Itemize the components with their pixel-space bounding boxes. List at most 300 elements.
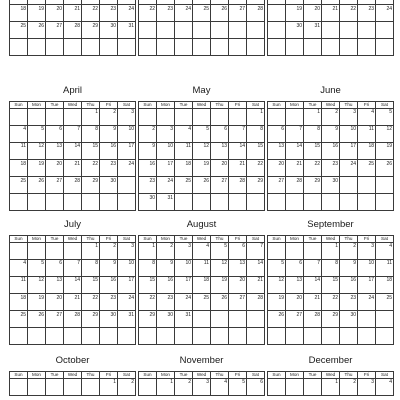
day-cell: 12 xyxy=(28,142,46,159)
day-cell: 23 xyxy=(340,294,358,311)
day-cell: 16 xyxy=(340,276,358,293)
day-cell xyxy=(340,22,358,39)
week-row xyxy=(10,242,136,259)
weekday-header-row xyxy=(268,372,394,379)
day-cell: 28 xyxy=(229,177,247,194)
day-cell xyxy=(46,242,64,259)
day-cell xyxy=(376,194,394,211)
day-cell xyxy=(358,22,376,39)
week-row xyxy=(139,5,265,22)
day-cell: 8 xyxy=(82,259,100,276)
day-cell: 28 xyxy=(247,294,265,311)
day-cell xyxy=(193,194,211,211)
day-cell: 26 xyxy=(28,177,46,194)
day-cell: 3 xyxy=(118,108,136,125)
week-row xyxy=(10,5,136,22)
day-cell: 8 xyxy=(82,125,100,142)
day-cell: 3 xyxy=(340,108,358,125)
day-cell xyxy=(10,39,28,56)
day-cell xyxy=(139,378,157,395)
day-cell: 14 xyxy=(64,276,82,293)
day-cell: 20 xyxy=(286,294,304,311)
day-cell: 17 xyxy=(175,276,193,293)
day-cell: 27 xyxy=(46,177,64,194)
day-cell: 11 xyxy=(175,142,193,159)
day-cell xyxy=(118,328,136,345)
day-cell: 24 xyxy=(157,177,175,194)
day-cell xyxy=(118,177,136,194)
day-cell: 29 xyxy=(304,177,322,194)
day-cell: 28 xyxy=(304,311,322,328)
day-cell: 29 xyxy=(139,311,157,328)
day-cell: 31 xyxy=(157,194,175,211)
day-cell: 9 xyxy=(100,259,118,276)
day-cell: 20 xyxy=(46,5,64,22)
week-row xyxy=(139,378,265,395)
day-cell xyxy=(376,311,394,328)
day-cell: 14 xyxy=(247,259,265,276)
day-cell: 1 xyxy=(100,378,118,395)
day-cell: 10 xyxy=(358,259,376,276)
day-cell xyxy=(286,328,304,345)
day-cell xyxy=(340,328,358,345)
weekday-label: Mon xyxy=(28,236,46,243)
day-cell: 5 xyxy=(376,108,394,125)
day-cell: 11 xyxy=(10,142,28,159)
day-cell xyxy=(46,108,64,125)
day-cell: 24 xyxy=(376,5,394,22)
weekday-label: Sat xyxy=(118,102,136,109)
weekday-label: Fri xyxy=(358,236,376,243)
day-cell: 7 xyxy=(304,259,322,276)
day-cell: 3 xyxy=(175,242,193,259)
day-cell xyxy=(358,328,376,345)
day-cell: 7 xyxy=(64,125,82,142)
day-cell: 29 xyxy=(322,311,340,328)
day-cell: 18 xyxy=(10,294,28,311)
day-cell: 25 xyxy=(10,177,28,194)
week-row xyxy=(139,242,265,259)
day-cell: 24 xyxy=(118,5,136,22)
day-cell: 23 xyxy=(322,160,340,177)
day-cell: 31 xyxy=(304,22,322,39)
day-cell: 17 xyxy=(118,276,136,293)
day-cell: 28 xyxy=(64,22,82,39)
day-cell xyxy=(304,378,322,395)
day-cell xyxy=(82,378,100,395)
day-cell: 15 xyxy=(247,142,265,159)
week-row xyxy=(139,125,265,142)
week-row xyxy=(10,259,136,276)
week-row xyxy=(139,177,265,194)
day-cell xyxy=(82,39,100,56)
day-cell: 30 xyxy=(157,311,175,328)
day-cell: 27 xyxy=(46,22,64,39)
day-cell xyxy=(247,39,265,56)
day-cell xyxy=(211,108,229,125)
day-cell: 13 xyxy=(268,142,286,159)
day-cell xyxy=(28,378,46,395)
weekday-label: Sat xyxy=(376,102,394,109)
day-cell: 21 xyxy=(229,160,247,177)
day-cell: 24 xyxy=(358,294,376,311)
day-cell xyxy=(139,328,157,345)
week-row xyxy=(10,39,136,56)
day-cell: 4 xyxy=(211,378,229,395)
day-cell: 19 xyxy=(28,160,46,177)
day-cell xyxy=(193,39,211,56)
day-cell: 5 xyxy=(229,378,247,395)
week-row xyxy=(139,276,265,293)
day-cell: 17 xyxy=(340,142,358,159)
day-cell: 11 xyxy=(193,259,211,276)
weekday-label: Tue xyxy=(304,372,322,379)
day-cell xyxy=(358,194,376,211)
day-cell: 24 xyxy=(118,294,136,311)
weekday-header-row xyxy=(10,102,136,109)
weekday-label: Fri xyxy=(229,236,247,243)
month-grid xyxy=(9,371,136,396)
day-cell xyxy=(304,242,322,259)
day-cell: 23 xyxy=(100,160,118,177)
day-cell: 10 xyxy=(175,259,193,276)
weekday-label: Thu xyxy=(82,372,100,379)
day-cell: 2 xyxy=(340,242,358,259)
weekday-label: Wed xyxy=(322,102,340,109)
day-cell: 25 xyxy=(10,22,28,39)
day-cell: 16 xyxy=(139,160,157,177)
day-cell xyxy=(10,108,28,125)
weekday-label: Sat xyxy=(247,372,265,379)
day-cell: 29 xyxy=(82,22,100,39)
week-row xyxy=(268,125,394,142)
day-cell: 14 xyxy=(304,276,322,293)
day-cell: 31 xyxy=(118,311,136,328)
weekday-label: Wed xyxy=(193,102,211,109)
day-cell: 13 xyxy=(46,276,64,293)
day-cell: 22 xyxy=(82,5,100,22)
day-cell xyxy=(175,328,193,345)
day-cell xyxy=(118,39,136,56)
week-row xyxy=(10,311,136,328)
weekday-label: Fri xyxy=(100,372,118,379)
weekday-label: Sun xyxy=(10,372,28,379)
weekday-label: Sun xyxy=(139,372,157,379)
day-cell: 19 xyxy=(286,5,304,22)
day-cell: 27 xyxy=(211,177,229,194)
day-cell xyxy=(376,22,394,39)
week-row xyxy=(268,5,394,22)
day-cell: 3 xyxy=(157,125,175,142)
day-cell: 22 xyxy=(247,160,265,177)
week-row xyxy=(139,160,265,177)
day-cell: 25 xyxy=(358,160,376,177)
day-cell: 12 xyxy=(211,259,229,276)
day-cell: 3 xyxy=(358,242,376,259)
day-cell: 15 xyxy=(82,276,100,293)
day-cell: 27 xyxy=(229,294,247,311)
day-cell: 25 xyxy=(10,311,28,328)
day-cell xyxy=(340,39,358,56)
day-cell: 4 xyxy=(358,108,376,125)
day-cell: 26 xyxy=(28,311,46,328)
day-cell: 1 xyxy=(322,378,340,395)
week-row xyxy=(268,177,394,194)
day-cell: 30 xyxy=(286,22,304,39)
day-cell xyxy=(376,177,394,194)
day-cell: 9 xyxy=(139,142,157,159)
day-cell: 20 xyxy=(268,160,286,177)
day-cell xyxy=(268,108,286,125)
day-cell: 15 xyxy=(139,276,157,293)
day-cell: 15 xyxy=(82,142,100,159)
day-cell: 11 xyxy=(10,276,28,293)
day-cell xyxy=(175,22,193,39)
weekday-header-row xyxy=(139,102,265,109)
day-cell xyxy=(340,194,358,211)
day-cell: 21 xyxy=(322,5,340,22)
day-cell: 27 xyxy=(46,311,64,328)
day-cell: 31 xyxy=(118,22,136,39)
day-cell xyxy=(247,194,265,211)
week-row xyxy=(10,177,136,194)
weekday-label: Mon xyxy=(286,372,304,379)
day-cell xyxy=(64,39,82,56)
day-cell: 26 xyxy=(376,160,394,177)
weekday-label: Thu xyxy=(211,102,229,109)
day-cell: 24 xyxy=(340,160,358,177)
week-row xyxy=(10,22,136,39)
day-cell: 26 xyxy=(268,311,286,328)
day-cell: 24 xyxy=(118,160,136,177)
day-cell xyxy=(100,328,118,345)
weekday-label: Sun xyxy=(268,102,286,109)
weekday-header-row xyxy=(139,372,265,379)
day-cell xyxy=(10,242,28,259)
day-cell xyxy=(157,22,175,39)
weekday-header-row xyxy=(268,102,394,109)
day-cell: 4 xyxy=(175,125,193,142)
day-cell: 16 xyxy=(100,142,118,159)
day-cell: 1 xyxy=(82,108,100,125)
day-cell: 21 xyxy=(247,276,265,293)
day-cell xyxy=(229,311,247,328)
weekday-label: Fri xyxy=(358,372,376,379)
day-cell: 29 xyxy=(247,177,265,194)
day-cell: 22 xyxy=(304,160,322,177)
weekday-label: Mon xyxy=(286,102,304,109)
week-row xyxy=(10,328,136,345)
day-cell: 5 xyxy=(28,125,46,142)
week-row xyxy=(268,378,394,395)
week-row xyxy=(139,294,265,311)
week-row xyxy=(10,125,136,142)
day-cell xyxy=(139,22,157,39)
day-cell xyxy=(46,328,64,345)
day-cell: 2 xyxy=(118,378,136,395)
day-cell: 2 xyxy=(175,378,193,395)
weekday-label: Thu xyxy=(211,236,229,243)
weekday-label: Fri xyxy=(229,372,247,379)
day-cell xyxy=(10,194,28,211)
day-cell xyxy=(193,108,211,125)
day-cell xyxy=(139,108,157,125)
weekday-label: Fri xyxy=(358,102,376,109)
day-cell: 3 xyxy=(358,378,376,395)
month-grid xyxy=(267,101,394,211)
month-title: July xyxy=(64,219,81,230)
day-cell: 1 xyxy=(247,108,265,125)
weekday-label: Tue xyxy=(304,102,322,109)
weekday-label: Tue xyxy=(46,372,64,379)
day-cell: 9 xyxy=(100,125,118,142)
day-cell: 1 xyxy=(304,108,322,125)
day-cell xyxy=(376,39,394,56)
day-cell: 26 xyxy=(211,294,229,311)
day-cell xyxy=(211,311,229,328)
day-cell: 2 xyxy=(139,125,157,142)
day-cell: 19 xyxy=(376,142,394,159)
day-cell: 4 xyxy=(10,125,28,142)
day-cell: 16 xyxy=(157,276,175,293)
day-cell: 2 xyxy=(322,108,340,125)
weekday-label: Thu xyxy=(340,372,358,379)
weekday-label: Wed xyxy=(322,236,340,243)
weekday-label: Tue xyxy=(304,236,322,243)
day-cell xyxy=(286,108,304,125)
weekday-label: Mon xyxy=(28,102,46,109)
day-cell: 3 xyxy=(193,378,211,395)
day-cell: 4 xyxy=(10,259,28,276)
week-row xyxy=(268,142,394,159)
week-row xyxy=(139,311,265,328)
day-cell xyxy=(46,39,64,56)
day-cell xyxy=(268,22,286,39)
day-cell: 25 xyxy=(193,294,211,311)
day-cell: 28 xyxy=(286,177,304,194)
week-row xyxy=(268,160,394,177)
day-cell: 6 xyxy=(268,125,286,142)
day-cell xyxy=(286,39,304,56)
day-cell: 23 xyxy=(358,5,376,22)
month-title: April xyxy=(62,85,82,96)
weekday-label: Sun xyxy=(10,102,28,109)
day-cell xyxy=(211,22,229,39)
weekday-label: Mon xyxy=(157,102,175,109)
weekday-label: Sat xyxy=(118,236,136,243)
day-cell: 29 xyxy=(82,311,100,328)
day-cell xyxy=(322,194,340,211)
day-cell: 4 xyxy=(193,242,211,259)
day-cell xyxy=(28,194,46,211)
day-cell: 12 xyxy=(376,125,394,142)
day-cell: 21 xyxy=(64,5,82,22)
day-cell: 8 xyxy=(247,125,265,142)
day-cell: 1 xyxy=(322,242,340,259)
day-cell: 23 xyxy=(100,5,118,22)
day-cell xyxy=(286,194,304,211)
day-cell: 15 xyxy=(322,276,340,293)
day-cell: 24 xyxy=(175,5,193,22)
weekday-label: Wed xyxy=(193,372,211,379)
day-cell: 26 xyxy=(211,5,229,22)
weekday-label: Thu xyxy=(211,372,229,379)
week-row xyxy=(268,194,394,211)
week-row xyxy=(268,242,394,259)
week-row xyxy=(10,108,136,125)
weekday-label: Mon xyxy=(157,236,175,243)
weekday-label: Sat xyxy=(376,372,394,379)
weekday-label: Wed xyxy=(193,236,211,243)
weekday-label: Sun xyxy=(268,236,286,243)
day-cell xyxy=(139,39,157,56)
day-cell xyxy=(268,378,286,395)
day-cell xyxy=(28,242,46,259)
month-grid xyxy=(9,101,136,211)
week-row xyxy=(268,22,394,39)
day-cell: 10 xyxy=(118,259,136,276)
weekday-label: Sat xyxy=(376,236,394,243)
month-grid xyxy=(9,0,136,56)
day-cell: 22 xyxy=(82,160,100,177)
day-cell: 3 xyxy=(118,242,136,259)
day-cell: 28 xyxy=(64,311,82,328)
day-cell: 8 xyxy=(139,259,157,276)
week-row xyxy=(268,328,394,345)
day-cell: 27 xyxy=(268,177,286,194)
weekday-label: Thu xyxy=(82,236,100,243)
day-cell xyxy=(10,378,28,395)
weekday-label: Wed xyxy=(64,102,82,109)
day-cell: 18 xyxy=(10,160,28,177)
day-cell: 27 xyxy=(229,5,247,22)
day-cell: 22 xyxy=(322,294,340,311)
day-cell xyxy=(304,328,322,345)
day-cell: 20 xyxy=(304,5,322,22)
day-cell xyxy=(268,5,286,22)
day-cell xyxy=(229,328,247,345)
weekday-label: Fri xyxy=(100,236,118,243)
day-cell: 2 xyxy=(100,242,118,259)
day-cell: 7 xyxy=(286,125,304,142)
day-cell: 29 xyxy=(82,177,100,194)
day-cell: 25 xyxy=(193,5,211,22)
weekday-label: Tue xyxy=(175,236,193,243)
day-cell xyxy=(10,328,28,345)
day-cell: 10 xyxy=(157,142,175,159)
month-title: August xyxy=(186,219,217,230)
day-cell: 13 xyxy=(211,142,229,159)
day-cell: 15 xyxy=(304,142,322,159)
week-row xyxy=(139,39,265,56)
weekday-header-row xyxy=(268,236,394,243)
day-cell: 19 xyxy=(211,276,229,293)
day-cell: 6 xyxy=(247,378,265,395)
weekday-label: Fri xyxy=(100,102,118,109)
week-row xyxy=(268,276,394,293)
weekday-label: Thu xyxy=(340,102,358,109)
day-cell: 30 xyxy=(139,194,157,211)
week-row xyxy=(139,108,265,125)
week-row xyxy=(139,194,265,211)
day-cell: 23 xyxy=(139,177,157,194)
day-cell: 20 xyxy=(46,294,64,311)
day-cell xyxy=(118,194,136,211)
day-cell: 21 xyxy=(304,294,322,311)
day-cell xyxy=(304,39,322,56)
day-cell xyxy=(28,108,46,125)
day-cell: 11 xyxy=(376,259,394,276)
